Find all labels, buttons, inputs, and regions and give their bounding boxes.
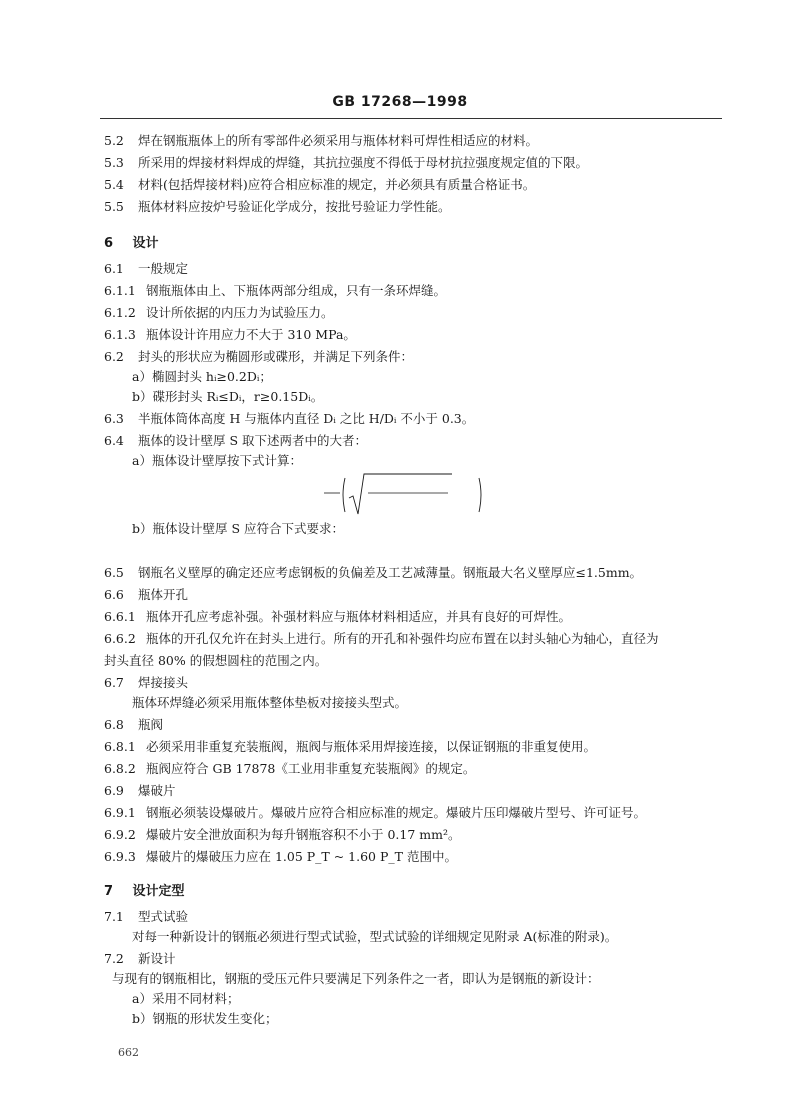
clause-text: 钢瓶名义壁厚的确定还应考虑钢板的负偏差及工艺减薄量。钢瓶最大名义壁厚应≤1.5mm。 [137,565,643,580]
clause-text: 瓶体开孔 [137,587,188,602]
clause-6-1-3 [104,326,724,344]
clause-6-9-2 [104,826,724,844]
clause-6-3 [104,410,724,428]
clause-number: 6.4 [104,433,124,448]
page-number: 662 [118,1046,139,1059]
clause-5-3 [104,154,724,172]
clause-text: 钢瓶必须装设爆破片。爆破片应符合相应标准的规定。爆破片压印爆破片型号、许可证号。 [145,805,646,820]
clause-number: 6.9.1 [104,805,136,820]
condition-a-material: a）采用不同材料； [132,991,240,1006]
clause-text: 瓶体开孔应考虑补强。补强材料应与瓶体材料相适应，并具有良好的可焊性。 [145,609,571,624]
thickness-formula [290,468,550,522]
clause-6-7-body: 瓶体环焊缝必须采用瓶体整体垫板对接接头型式。 [132,695,408,710]
formula-right-paren [479,478,481,512]
clause-number: 6.9.3 [104,849,136,864]
clause-text: 设计所依据的内压力为试验压力。 [145,305,334,320]
clause-6-1-1 [104,282,724,300]
clause-text: 新设计 [137,951,176,966]
section-title: 设计 [132,236,159,251]
formula-left-paren [343,478,345,512]
clause-text: 半瓶体筒体高度 H 与瓶体内直径 Dᵢ 之比 H/Dᵢ 不小于 0.3。 [137,411,475,426]
clause-text: 瓶阀应符合 GB 17878《工业用非重复充装瓶阀》的规定。 [145,761,476,776]
clause-5-2 [104,132,724,150]
clause-number: 6.6 [104,587,124,602]
section-6-heading [104,232,159,251]
clause-6-6-2-continued: 封头直径 80% 的假想圆柱的范围之内。 [104,653,328,668]
clause-number: 6.8.1 [104,739,136,754]
condition-b-shape: b）钢瓶的形状发生变化； [132,1011,278,1026]
clause-6-8-1 [104,738,724,756]
clause-number: 6.1.2 [104,305,136,320]
clause-text: 瓶阀 [137,717,163,732]
clause-text: 爆破片安全泄放面积为每升钢瓶容积不小于 0.17 mm²。 [145,827,461,842]
clause-7-2 [104,950,724,968]
clause-text: 瓶体的开孔仅允许在封头上进行。所有的开孔和补强件均应布置在以封头轴心为轴心，直径为 [145,631,659,646]
section-number: 7 [104,884,114,899]
clause-text: 钢瓶瓶体由上、下瓶体两部分组成，只有一条环焊缝。 [145,283,446,298]
clause-text: 一般规定 [137,261,188,276]
section-title: 设计定型 [132,884,185,899]
clause-number: 7.1 [104,909,124,924]
clause-text: 爆破片的爆破压力应在 1.05 P_T ~ 1.60 P_T 范围中。 [145,849,457,864]
clause-number: 6.1 [104,261,124,276]
clause-6-1 [104,260,724,278]
clause-6-1-2 [104,304,724,322]
clause-text: 瓶体材料应按炉号验证化学成分，按批号验证力学性能。 [137,199,451,214]
clause-6-9 [104,782,724,800]
clause-number: 6.9.2 [104,827,136,842]
clause-6-5 [104,564,724,582]
clause-text: 焊在钢瓶瓶体上的所有零部件必须采用与瓶体材料可焊性相适应的材料。 [137,133,538,148]
item-b-design-thickness: b）瓶体设计壁厚 S 应符合下式要求： [132,521,345,536]
section-7-heading [104,880,185,899]
clause-6-4 [104,432,724,450]
formula-sqrt-sign [349,474,452,514]
clause-number: 6.6.2 [104,631,136,646]
clause-number: 6.9 [104,783,124,798]
clause-7-1 [104,908,724,926]
clause-6-9-1 [104,804,724,822]
clause-text: 必须采用非重复充装瓶阀，瓶阀与瓶体采用焊接连接，以保证钢瓶的非重复使用。 [145,739,596,754]
clause-7-2-body: 与现有的钢瓶相比，钢瓶的受压元件只要满足下列条件之一者，即认为是钢瓶的新设计： [112,971,600,986]
clause-text: 爆破片 [137,783,176,798]
clause-text: 型式试验 [137,909,188,924]
clause-number: 5.4 [104,177,124,192]
clause-number: 5.5 [104,199,124,214]
clause-number: 6.3 [104,411,124,426]
condition-b: b）碟形封头 Rᵢ≤Dᵢ，r≥0.15Dᵢ。 [132,389,324,404]
item-a-design-thickness: a）瓶体设计壁厚按下式计算： [132,453,302,468]
clause-number: 5.2 [104,133,124,148]
condition-a: a）椭圆封头 hᵢ≥0.2Dᵢ； [132,369,272,384]
clause-number: 6.1.1 [104,283,136,298]
clause-6-6-2 [104,630,724,648]
clause-6-9-3 [104,848,724,866]
standard-header: GB 17268—1998 [332,94,468,110]
clause-text: 所采用的焊接材料焊成的焊缝，其抗拉强度不得低于母材抗拉强度规定值的下限。 [137,155,588,170]
clause-6-6-1 [104,608,724,626]
clause-number: 6.7 [104,675,124,690]
clause-6-7 [104,674,724,692]
clause-number: 6.5 [104,565,124,580]
clause-6-8 [104,716,724,734]
header-rule [100,118,722,119]
clause-number: 5.3 [104,155,124,170]
clause-6-2 [104,348,724,366]
clause-number: 6.6.1 [104,609,136,624]
clause-5-5 [104,198,724,216]
clause-text: 焊接接头 [137,675,188,690]
clause-number: 7.2 [104,951,124,966]
clause-text: 封头的形状应为椭圆形或碟形，并满足下列条件： [137,349,413,364]
thickness-formula-svg [290,468,550,522]
clause-5-4 [104,176,724,194]
clause-number: 6.2 [104,349,124,364]
clause-number: 6.1.3 [104,327,136,342]
clause-number: 6.8 [104,717,124,732]
section-number: 6 [104,236,114,251]
clause-6-6 [104,586,724,604]
clause-text: 瓶体的设计壁厚 S 取下述两者中的大者： [137,433,367,448]
clause-text: 材料(包括焊接材料)应符合相应标准的规定，并必须具有质量合格证书。 [137,177,536,192]
clause-text: 瓶体设计许用应力不大于 310 MPa。 [145,327,356,342]
clause-6-8-2 [104,760,724,778]
clause-7-1-body: 对每一种新设计的钢瓶必须进行型式试验，型式试验的详细规定见附录 A(标准的附录)。 [132,929,618,944]
clause-number: 6.8.2 [104,761,136,776]
